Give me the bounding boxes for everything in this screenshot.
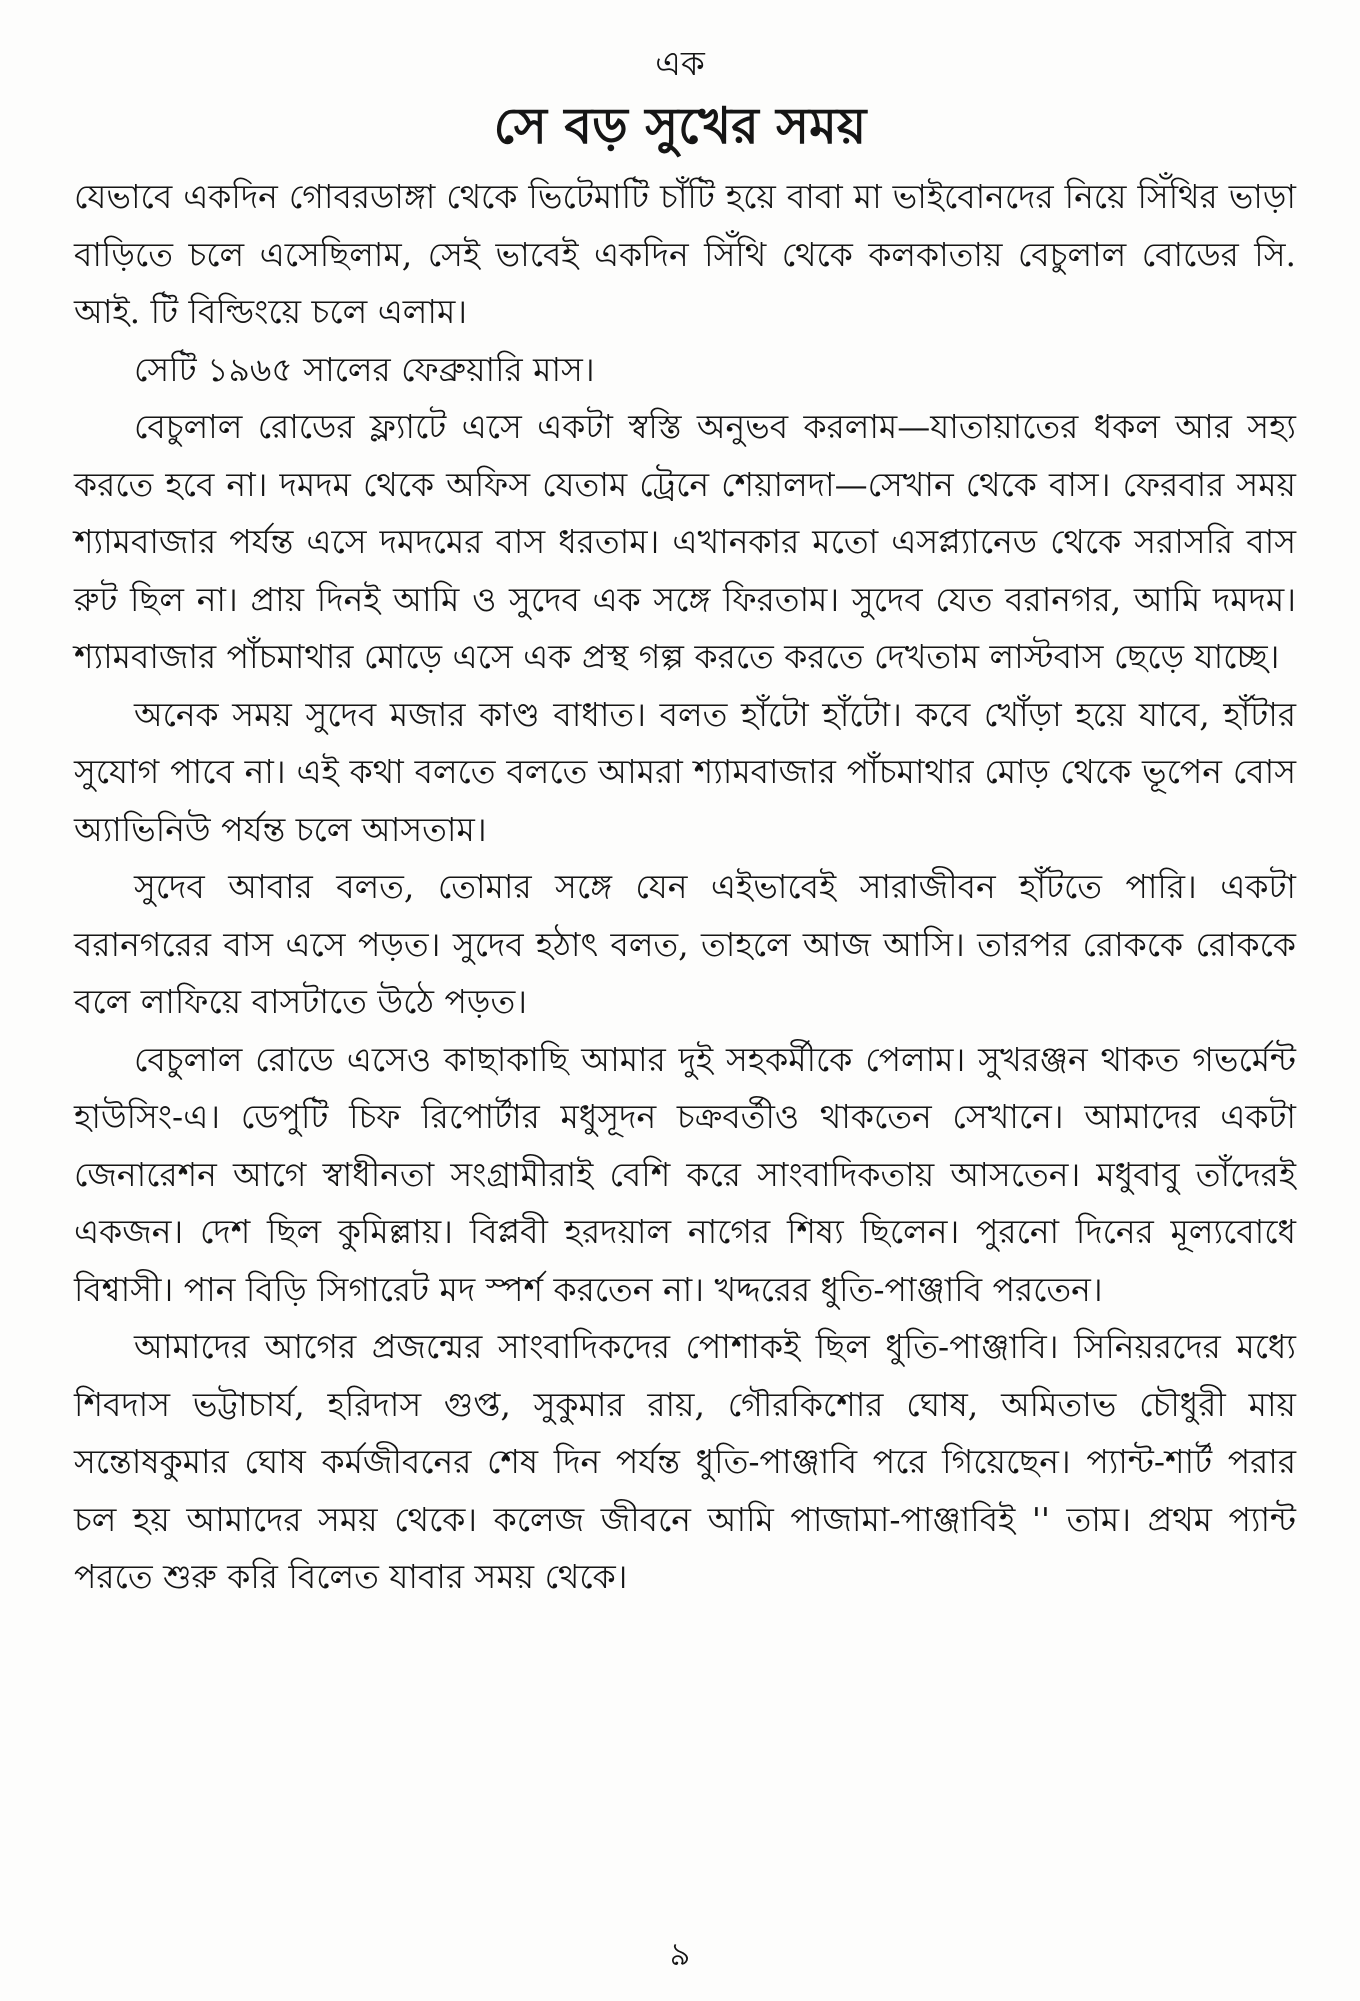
body-text bbox=[74, 168, 1296, 1606]
paragraph: যেভাবে একদিন গোবরডাঙ্গা থেকে ভিটেমাটি চাঁটি হয়ে বাবা মা ভাইবোনদের নিয়ে সিঁথির ভাড়া বাড়িতে চলে এসেছিলাম, সেই ভাবেই একদিন সিঁথি থেকে কলকাতায় বেচুলাল বোডের সি. আই. টি বিল্ডিংয়ে চলে এলাম। bbox=[74, 177, 1296, 331]
chapter-number: এক bbox=[655, 44, 705, 84]
chapter-title: সে বড় সুখের সময় bbox=[493, 96, 867, 155]
paragraph: সুদেব আবার বলত, তোমার সঙ্গে যেন এইভাবেই সারাজীবন হাঁটতে পারি। একটা বরানগরের বাস এসে পড়ত। সুদেব হঠাৎ বলত, তাহলে আজ আসি। তারপর রোককে রোককে বলে লাফিয়ে বাসটাতে উঠে পড়ত। bbox=[74, 867, 1296, 1021]
paragraph: অনেক সময় সুদেব মজার কাণ্ড বাধাত। বলত হাঁটো হাঁটো। কবে খোঁড়া হয়ে যাবে, হাঁটার সুযোগ পাবে না। এই কথা বলতে বলতে আমরা শ্যামবাজার পাঁচমাথার মোড় থেকে ভূপেন বোস অ্যাভিনিউ পর্যন্ত চলে আসতাম। bbox=[74, 694, 1296, 849]
paragraph: বেচুলাল রোডে এসেও কাছাকাছি আমার দুই সহকর্মীকে পেলাম। সুখরঞ্জন থাকত গভর্মেন্ট হাউসিং-এ। ডেপুটি চিফ রিপোর্টার মধুসূদন চক্রবর্তীও থাকতেন সেখানে। আমাদের একটা জেনারেশন আগে স্বাধীনতা সংগ্রামীরাই বেশি করে সাংবাদিকতায় আসতেন। মধুবাবু তাঁদেরই একজন। দেশ ছিল কুমিল্লায়। বিপ্লবী হরদয়াল নাগের শিষ্য ছিলেন। পুরনো দিনের মূল্যবোধে বিশ্বাসী। পান বিড়ি সিগারেট মদ স্পর্শ করতেন না। খদ্দরের ধুতি-পাঞ্জাবি পরতেন। bbox=[74, 1039, 1296, 1309]
paragraph: সেটি ১৯৬৫ সালের ফেব্রুয়ারি মাস। bbox=[134, 349, 595, 389]
paragraph: আমাদের আগের প্রজন্মের সাংবাদিকদের পোশাকই ছিল ধুতি-পাঞ্জাবি। সিনিয়রদের মধ্যে শিবদাস ভট্টাচার্য, হরিদাস গুপ্ত, সুকুমার রায়, গৌরকিশোর ঘোষ, অমিতাভ চৌধুরী মায় সন্তোষকুমার ঘোষ কর্মজীবনের শেষ দিন পর্যন্ত ধুতি-পাঞ্জাবি পরে গিয়েছেন। প্যান্ট-শার্ট পরার চল হয় আমাদের সময় থেকে। কলেজ জীবনে আমি পাজামা-পাঞ্জাবিই '' তাম। প্রথম প্যান্ট পরতে শুরু করি বিলেত যাবার সময় থেকে। bbox=[74, 1327, 1296, 1596]
page-number: ৯ bbox=[669, 1935, 691, 1973]
paragraph: বেচুলাল রোডের ফ্ল্যাটে এসে একটা স্বস্তি অনুভব করলাম—যাতায়াতের ধকল আর সহ্য করতে হবে না। দমদম থেকে অফিস যেতাম ট্রেনে শেয়ালদা—সেখান থেকে বাস। ফেরবার সময় শ্যামবাজার পর্যন্ত এসে দমদমের বাস ধরতাম। এখানকার মতো এসপ্ল্যানেড থেকে সরাসরি বাস রুট ছিল না। প্রায় দিনই আমি ও সুদেব এক সঙ্গে ফিরতাম। সুদেব যেত বরানগর, আমি দমদম। শ্যামবাজার পাঁচমাথার মোড়ে এসে এক প্রস্থ গল্প করতে করতে দেখতাম লাস্টবাস ছেড়ে যাচ্ছে। bbox=[74, 407, 1296, 676]
